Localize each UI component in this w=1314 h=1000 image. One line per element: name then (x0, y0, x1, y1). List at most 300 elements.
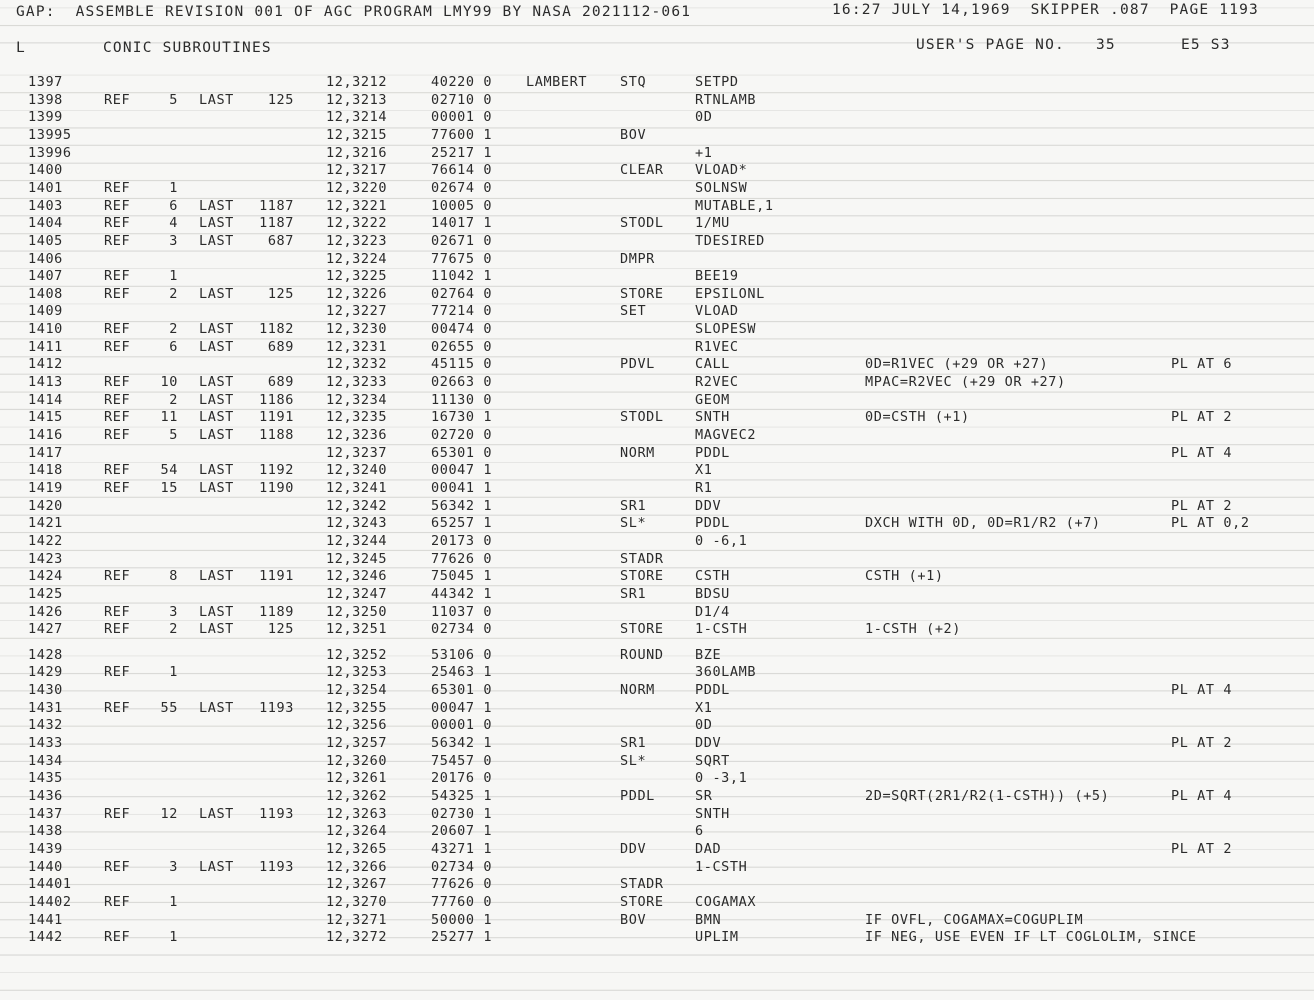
operand: X1 (695, 699, 713, 716)
ref-count: 6 (169, 197, 178, 214)
address: 12,3223 (326, 232, 388, 249)
ref-count: 10 (160, 374, 178, 390)
opcode: STORE (620, 621, 664, 638)
line-number: 1439 (28, 840, 63, 857)
section-title: CONIC SUBROUTINES (103, 40, 272, 56)
object-word: 00047 1 (431, 462, 493, 479)
object-word: 56342 1 (431, 497, 493, 514)
push-list-note: PL AT 0,2 (1171, 515, 1250, 532)
operand: SNTH (695, 805, 730, 822)
operand: 1/MU (695, 215, 730, 232)
object-word: 02710 0 (431, 91, 493, 108)
operand: DAD (695, 840, 722, 857)
ref-label: REF (104, 858, 131, 875)
ref-count: 3 (169, 858, 178, 875)
operand: VLOAD* (695, 162, 748, 179)
line-number: 1411 (28, 338, 63, 355)
address: 12,3245 (326, 550, 388, 567)
opcode: STODL (620, 409, 664, 426)
line-number: 1423 (28, 550, 63, 567)
operand: R1 (695, 479, 713, 496)
line-number: 1421 (28, 515, 63, 532)
operand: SR (695, 788, 713, 804)
object-word: 50000 1 (431, 911, 493, 928)
ref-label: REF (104, 664, 131, 681)
opcode: NORM (620, 444, 655, 461)
line-number: 1435 (28, 770, 63, 787)
line-number: 1401 (28, 179, 63, 196)
push-list-note: PL AT 4 (1171, 444, 1233, 461)
line-number: 1409 (28, 303, 63, 320)
ref-count: 4 (169, 215, 178, 232)
line-number: 1426 (28, 603, 63, 620)
line-number: 1407 (28, 268, 63, 285)
line-number: 1427 (28, 621, 63, 638)
object-word: 14017 1 (431, 215, 493, 232)
opcode: STORE (620, 893, 664, 910)
object-word: 25277 1 (431, 929, 493, 946)
line-number: 1431 (28, 699, 63, 716)
address: 12,3255 (326, 699, 388, 716)
object-word: 11130 0 (431, 391, 493, 408)
line-number: 1428 (28, 646, 63, 663)
push-list-note: PL AT 2 (1171, 497, 1233, 514)
line-number: 1418 (28, 462, 63, 479)
address: 12,3254 (326, 682, 388, 699)
object-word: 00001 0 (431, 717, 493, 734)
address: 12,3272 (326, 929, 388, 946)
object-word: 65257 1 (431, 515, 493, 532)
line-number: 1425 (28, 585, 63, 602)
opcode: NORM (620, 682, 655, 699)
last-page: 125 (267, 91, 294, 108)
ref-count: 2 (169, 321, 178, 338)
address: 12,3267 (326, 876, 388, 893)
ref-count: 5 (169, 91, 178, 108)
object-word: 02671 0 (431, 232, 493, 249)
last-page: 1193 (259, 805, 294, 822)
ref-count: 15 (160, 479, 178, 496)
address: 12,3214 (326, 109, 388, 126)
operand: SLOPESW (695, 321, 757, 338)
address: 12,3232 (326, 356, 388, 373)
object-word: 77760 0 (431, 893, 493, 910)
listing-header-timestamp: 16:27 JULY 14,1969 SKIPPER .087 PAGE 1193 (832, 2, 1259, 18)
line-number: 1429 (28, 664, 63, 681)
operand: CALL (695, 356, 730, 373)
address: 12,3265 (326, 840, 388, 857)
last-label: LAST (199, 479, 234, 496)
last-page: 1193 (259, 699, 294, 716)
ref-count: 2 (169, 285, 178, 302)
object-word: 65301 0 (431, 682, 493, 699)
ref-label: REF (104, 338, 131, 355)
ref-label: REF (104, 893, 131, 910)
last-label: LAST (199, 285, 234, 302)
object-word: 00474 0 (431, 321, 493, 338)
address: 12,3227 (326, 303, 388, 320)
line-number: 14401 (28, 876, 72, 893)
opcode: STADR (620, 550, 664, 567)
last-page: 1186 (259, 391, 294, 408)
comment: IF NEG, USE EVEN IF LT COGLOLIM, SINCE (865, 929, 1197, 946)
last-label: LAST (199, 232, 234, 249)
opcode: SL* (620, 752, 647, 769)
address: 12,3234 (326, 391, 388, 408)
line-number: 1436 (28, 788, 63, 804)
object-word: 02764 0 (431, 285, 493, 302)
ref-label: REF (104, 321, 131, 338)
last-label: LAST (199, 462, 234, 479)
line-number: 1415 (28, 409, 63, 426)
last-page: 1182 (259, 321, 294, 338)
line-number: 1414 (28, 391, 63, 408)
line-number: 14402 (28, 893, 72, 910)
operand: BZE (695, 646, 722, 663)
last-label: LAST (199, 858, 234, 875)
operand: R1VEC (695, 338, 739, 355)
address: 12,3242 (326, 497, 388, 514)
line-number: 1417 (28, 444, 63, 461)
ref-label: REF (104, 215, 131, 232)
opcode: STADR (620, 876, 664, 893)
line-number: 1416 (28, 427, 63, 443)
address: 12,3270 (326, 893, 388, 910)
ref-label: REF (104, 699, 131, 716)
opcode: STORE (620, 285, 664, 302)
line-number: 1399 (28, 109, 63, 126)
object-word: 02734 0 (431, 621, 493, 638)
operand: 1-CSTH (695, 858, 748, 875)
object-word: 77626 0 (431, 876, 493, 893)
line-number: 1422 (28, 532, 63, 549)
last-label: LAST (199, 215, 234, 232)
opcode: DDV (620, 840, 647, 857)
operand: UPLIM (695, 929, 739, 946)
ref-count: 54 (160, 462, 178, 479)
line-number: 1397 (28, 74, 63, 90)
comment: 2D=SQRT(2R1/R2(1-CSTH)) (+5) (865, 788, 1110, 804)
operand: PDDL (695, 682, 730, 699)
operand: COGAMAX (695, 893, 757, 910)
line-number: 1410 (28, 321, 63, 338)
ref-count: 1 (169, 179, 178, 196)
object-word: 54325 1 (431, 788, 493, 804)
line-number: 1400 (28, 162, 63, 179)
push-list-note: PL AT 4 (1171, 682, 1233, 699)
comment: CSTH (+1) (865, 568, 944, 585)
line-number: 1408 (28, 285, 63, 302)
line-number: 1412 (28, 356, 63, 373)
last-page: 1187 (259, 215, 294, 232)
operand: RTNLAMB (695, 91, 757, 108)
ref-label: REF (104, 568, 131, 585)
last-label: LAST (199, 338, 234, 355)
last-page: 1192 (259, 462, 294, 479)
opcode: BOV (620, 126, 647, 143)
object-word: 16730 1 (431, 409, 493, 426)
opcode: STQ (620, 74, 647, 90)
comment: 0D=CSTH (+1) (865, 409, 970, 426)
object-word: 53106 0 (431, 646, 493, 663)
line-number: 1437 (28, 805, 63, 822)
operand: BDSU (695, 585, 730, 602)
opcode: SR1 (620, 735, 647, 751)
object-word: 11042 1 (431, 268, 493, 285)
last-label: LAST (199, 391, 234, 408)
ref-count: 2 (169, 621, 178, 638)
last-label: LAST (199, 603, 234, 620)
ref-label: REF (104, 197, 131, 214)
object-word: 75457 0 (431, 752, 493, 769)
operand: D1/4 (695, 603, 730, 620)
last-page: 1191 (259, 568, 294, 585)
address: 12,3266 (326, 858, 388, 875)
object-word: 20607 1 (431, 823, 493, 840)
operand: DDV (695, 497, 722, 514)
address: 12,3256 (326, 717, 388, 734)
address: 12,3246 (326, 568, 388, 585)
object-word: 02674 0 (431, 179, 493, 196)
opcode: SL* (620, 515, 647, 532)
line-number: 13995 (28, 126, 72, 143)
opcode: SR1 (620, 497, 647, 514)
operand: 0D (695, 109, 713, 126)
address: 12,3263 (326, 805, 388, 822)
operand: MAGVEC2 (695, 427, 757, 443)
opcode: DMPR (620, 250, 655, 267)
address: 12,3231 (326, 338, 388, 355)
last-page: 125 (267, 621, 294, 638)
last-page: 1191 (259, 409, 294, 426)
line-number: 1405 (28, 232, 63, 249)
operand: GEOM (695, 391, 730, 408)
operand: PDDL (695, 444, 730, 461)
operand: TDESIRED (695, 232, 765, 249)
ref-count: 55 (160, 699, 178, 716)
address: 12,3264 (326, 823, 388, 840)
line-number: 1424 (28, 568, 63, 585)
address: 12,3220 (326, 179, 388, 196)
ref-count: 6 (169, 338, 178, 355)
operand: R2VEC (695, 374, 739, 390)
ref-label: REF (104, 232, 131, 249)
ref-count: 1 (169, 929, 178, 946)
address: 12,3253 (326, 664, 388, 681)
comment: MPAC=R2VEC (+29 OR +27) (865, 374, 1066, 390)
ref-count: 8 (169, 568, 178, 585)
label-field: LAMBERT (526, 74, 588, 90)
last-label: LAST (199, 621, 234, 638)
operand: 1-CSTH (695, 621, 748, 638)
ref-count: 1 (169, 664, 178, 681)
object-word: 00001 0 (431, 109, 493, 126)
comment: 1-CSTH (+2) (865, 621, 962, 638)
address: 12,3213 (326, 91, 388, 108)
object-word: 45115 0 (431, 356, 493, 373)
line-number: 1430 (28, 682, 63, 699)
address: 12,3222 (326, 215, 388, 232)
line-number: 1438 (28, 823, 63, 840)
opcode: SET (620, 303, 647, 320)
address: 12,3261 (326, 770, 388, 787)
ref-label: REF (104, 929, 131, 946)
address: 12,3244 (326, 532, 388, 549)
ref-count: 3 (169, 603, 178, 620)
ref-count: 11 (160, 409, 178, 426)
address: 12,3221 (326, 197, 388, 214)
operand: EPSILONL (695, 285, 765, 302)
object-word: 02734 0 (431, 858, 493, 875)
line-number: 1433 (28, 735, 63, 751)
last-label: LAST (199, 91, 234, 108)
ref-count: 1 (169, 268, 178, 285)
line-number: 13996 (28, 144, 72, 161)
opcode: PDVL (620, 356, 655, 373)
address: 12,3241 (326, 479, 388, 496)
ref-count: 1 (169, 893, 178, 910)
address: 12,3216 (326, 144, 388, 161)
operand: 0 -3,1 (695, 770, 748, 787)
ref-label: REF (104, 805, 131, 822)
opcode: STORE (620, 568, 664, 585)
object-word: 77626 0 (431, 550, 493, 567)
address: 12,3237 (326, 444, 388, 461)
object-word: 77214 0 (431, 303, 493, 320)
object-word: 00047 1 (431, 699, 493, 716)
last-label: LAST (199, 409, 234, 426)
ref-label: REF (104, 91, 131, 108)
ref-label: REF (104, 285, 131, 302)
line-number: 1432 (28, 717, 63, 734)
object-word: 76614 0 (431, 162, 493, 179)
opcode: CLEAR (620, 162, 664, 179)
last-page: 1188 (259, 427, 294, 443)
last-page: 687 (267, 232, 294, 249)
line-number: 1434 (28, 752, 63, 769)
ref-label: REF (104, 268, 131, 285)
address: 12,3217 (326, 162, 388, 179)
address: 12,3226 (326, 285, 388, 302)
edition-code: E5 S3 (1181, 37, 1231, 53)
line-number: 1398 (28, 91, 63, 108)
comment: 0D=R1VEC (+29 OR +27) (865, 356, 1049, 373)
line-number: 1442 (28, 929, 63, 946)
push-list-note: PL AT 6 (1171, 356, 1233, 373)
operand: 360LAMB (695, 664, 757, 681)
object-word: 77600 1 (431, 126, 493, 143)
operand: SOLNSW (695, 179, 748, 196)
object-word: 20173 0 (431, 532, 493, 549)
ref-label: REF (104, 462, 131, 479)
address: 12,3224 (326, 250, 388, 267)
users-page-number: 35 (1096, 37, 1116, 53)
opcode: SR1 (620, 585, 647, 602)
address: 12,3271 (326, 911, 388, 928)
operand: 0D (695, 717, 713, 734)
object-word: 02663 0 (431, 374, 493, 390)
address: 12,3262 (326, 788, 388, 804)
last-page: 689 (267, 374, 294, 390)
opcode: PDDL (620, 788, 655, 804)
address: 12,3247 (326, 585, 388, 602)
address: 12,3236 (326, 427, 388, 443)
line-number: 1441 (28, 911, 63, 928)
ref-label: REF (104, 603, 131, 620)
ref-label: REF (104, 179, 131, 196)
ref-label: REF (104, 391, 131, 408)
operand: BMN (695, 911, 722, 928)
object-word: 65301 0 (431, 444, 493, 461)
line-number: 1406 (28, 250, 63, 267)
operand: SQRT (695, 752, 730, 769)
type-code: L (16, 40, 26, 56)
ref-label: REF (104, 374, 131, 390)
last-page: 689 (267, 338, 294, 355)
opcode: BOV (620, 911, 647, 928)
object-word: 25217 1 (431, 144, 493, 161)
address: 12,3215 (326, 126, 388, 143)
line-number: 1404 (28, 215, 63, 232)
object-word: 40220 0 (431, 74, 493, 90)
opcode: ROUND (620, 646, 664, 663)
operand: VLOAD (695, 303, 739, 320)
address: 12,3230 (326, 321, 388, 338)
object-word: 10005 0 (431, 197, 493, 214)
ref-label: REF (104, 479, 131, 496)
ref-label: REF (104, 621, 131, 638)
operand: CSTH (695, 568, 730, 585)
comment: DXCH WITH 0D, 0D=R1/R2 (+7) (865, 515, 1101, 532)
address: 12,3257 (326, 735, 388, 751)
address: 12,3260 (326, 752, 388, 769)
last-label: LAST (199, 699, 234, 716)
last-page: 1189 (259, 603, 294, 620)
line-number: 1420 (28, 497, 63, 514)
object-word: 02720 0 (431, 427, 493, 443)
operand: SNTH (695, 409, 730, 426)
object-word: 77675 0 (431, 250, 493, 267)
object-word: 75045 1 (431, 568, 493, 585)
line-number: 1440 (28, 858, 63, 875)
listing-header-title: GAP: ASSEMBLE REVISION 001 OF AGC PROGRAM LMY99 BY NASA 2021112-061 (16, 4, 692, 20)
operand: 0 -6,1 (695, 532, 748, 549)
operand: X1 (695, 462, 713, 479)
address: 12,3240 (326, 462, 388, 479)
ref-count: 2 (169, 391, 178, 408)
opcode: STODL (620, 215, 664, 232)
push-list-note: PL AT 2 (1171, 409, 1233, 426)
address: 12,3212 (326, 74, 388, 90)
last-page: 1193 (259, 858, 294, 875)
object-word: 02730 1 (431, 805, 493, 822)
address: 12,3252 (326, 646, 388, 663)
last-label: LAST (199, 374, 234, 390)
last-label: LAST (199, 427, 234, 443)
ref-count: 3 (169, 232, 178, 249)
ref-count: 12 (160, 805, 178, 822)
address: 12,3251 (326, 621, 388, 638)
address: 12,3233 (326, 374, 388, 390)
object-word: 43271 1 (431, 840, 493, 857)
ref-count: 5 (169, 427, 178, 443)
address: 12,3225 (326, 268, 388, 285)
ref-label: REF (104, 427, 131, 443)
push-list-note: PL AT 2 (1171, 840, 1233, 857)
address: 12,3235 (326, 409, 388, 426)
line-number: 1419 (28, 479, 63, 496)
last-page: 125 (267, 285, 294, 302)
